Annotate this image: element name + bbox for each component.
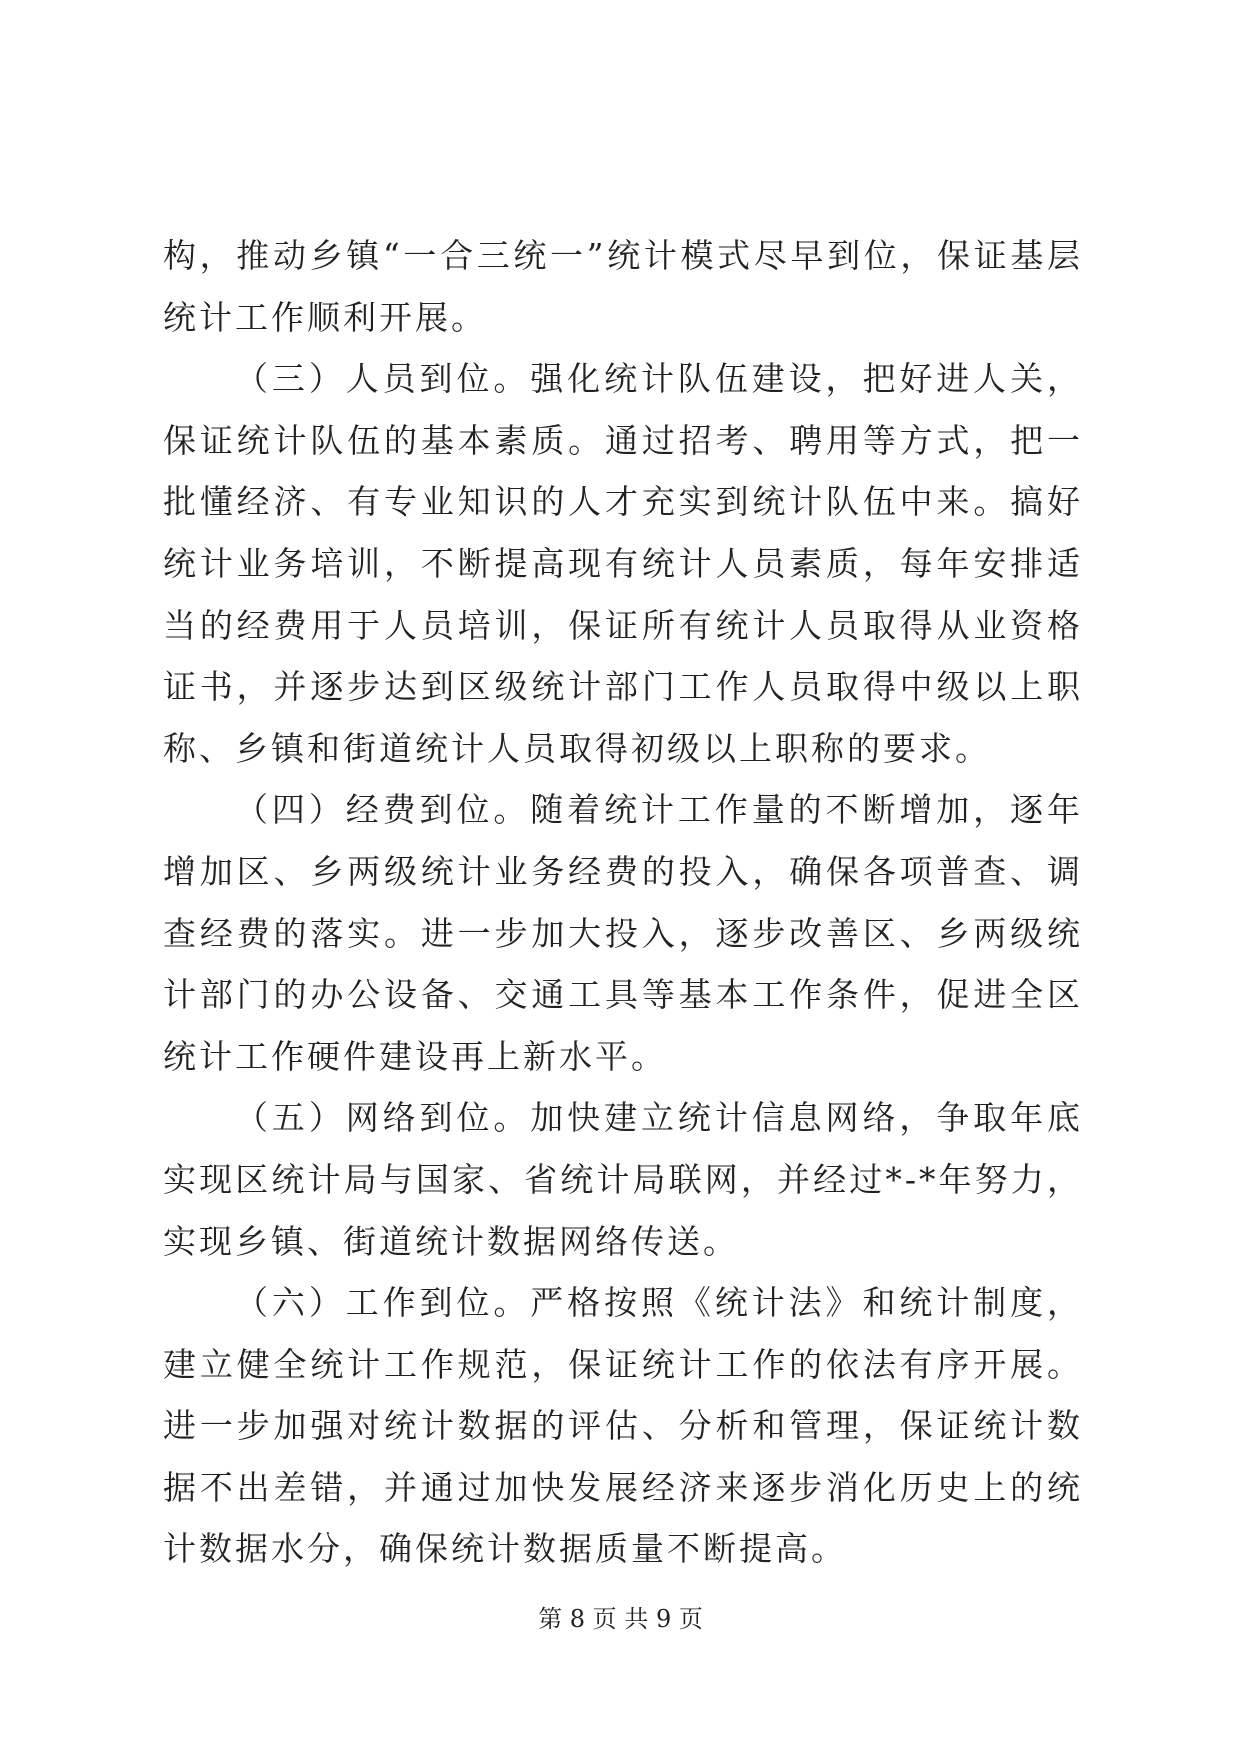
paragraph-personnel: （三）人员到位。强化统计队伍建设，把好进人关，保证统计队伍的基本素质。通过招考、聘用等方式，把一批懂经济、有专业知识的人才充实到统计队伍中来。搞好统计业务培训，不断提高现有统计人员素质，每年安排适当的经费用于人员培训，保证所有统计人员取得从业资格证书，并逐步达到区级统计部门工作人员取得中级以上职称、乡镇和街道统计人员取得初级以上职称的要求。 <box>163 359 1083 768</box>
paragraph-network: （五）网络到位。加快建立统计信息网络，争取年底实现区统计局与国家、省统计局联网，并经过*-*年努力，实现乡镇、街道统计数据网络传送。 <box>163 1098 1083 1261</box>
paragraph-work: （六）工作到位。严格按照《统计法》和统计制度，建立健全统计工作规范，保证统计工作的依法有序开展。进一步加强对统计数据的评估、分析和管理，保证统计数据不出差错，并通过加快发展经济来逐步消化历史上的统计数据水分，确保统计数据质量不断提高。 <box>163 1283 1083 1569</box>
document-body <box>163 225 1083 1580</box>
paragraph-funding: （四）经费到位。随着统计工作量的不断增加，逐年增加区、乡两级统计业务经费的投入，确保各项普查、调查经费的落实。进一步加大投入，逐步改善区、乡两级统计部门的办公设备、交通工具等基本工作条件，促进全区统计工作硬件建设再上新水平。 <box>163 790 1083 1076</box>
paragraph-continuation: 构，推动乡镇“一合三统一”统计模式尽早到位，保证基层统计工作顺利开展。 <box>163 236 1083 337</box>
page-number-footer: 第 8 页 共 9 页 <box>538 1605 703 1633</box>
